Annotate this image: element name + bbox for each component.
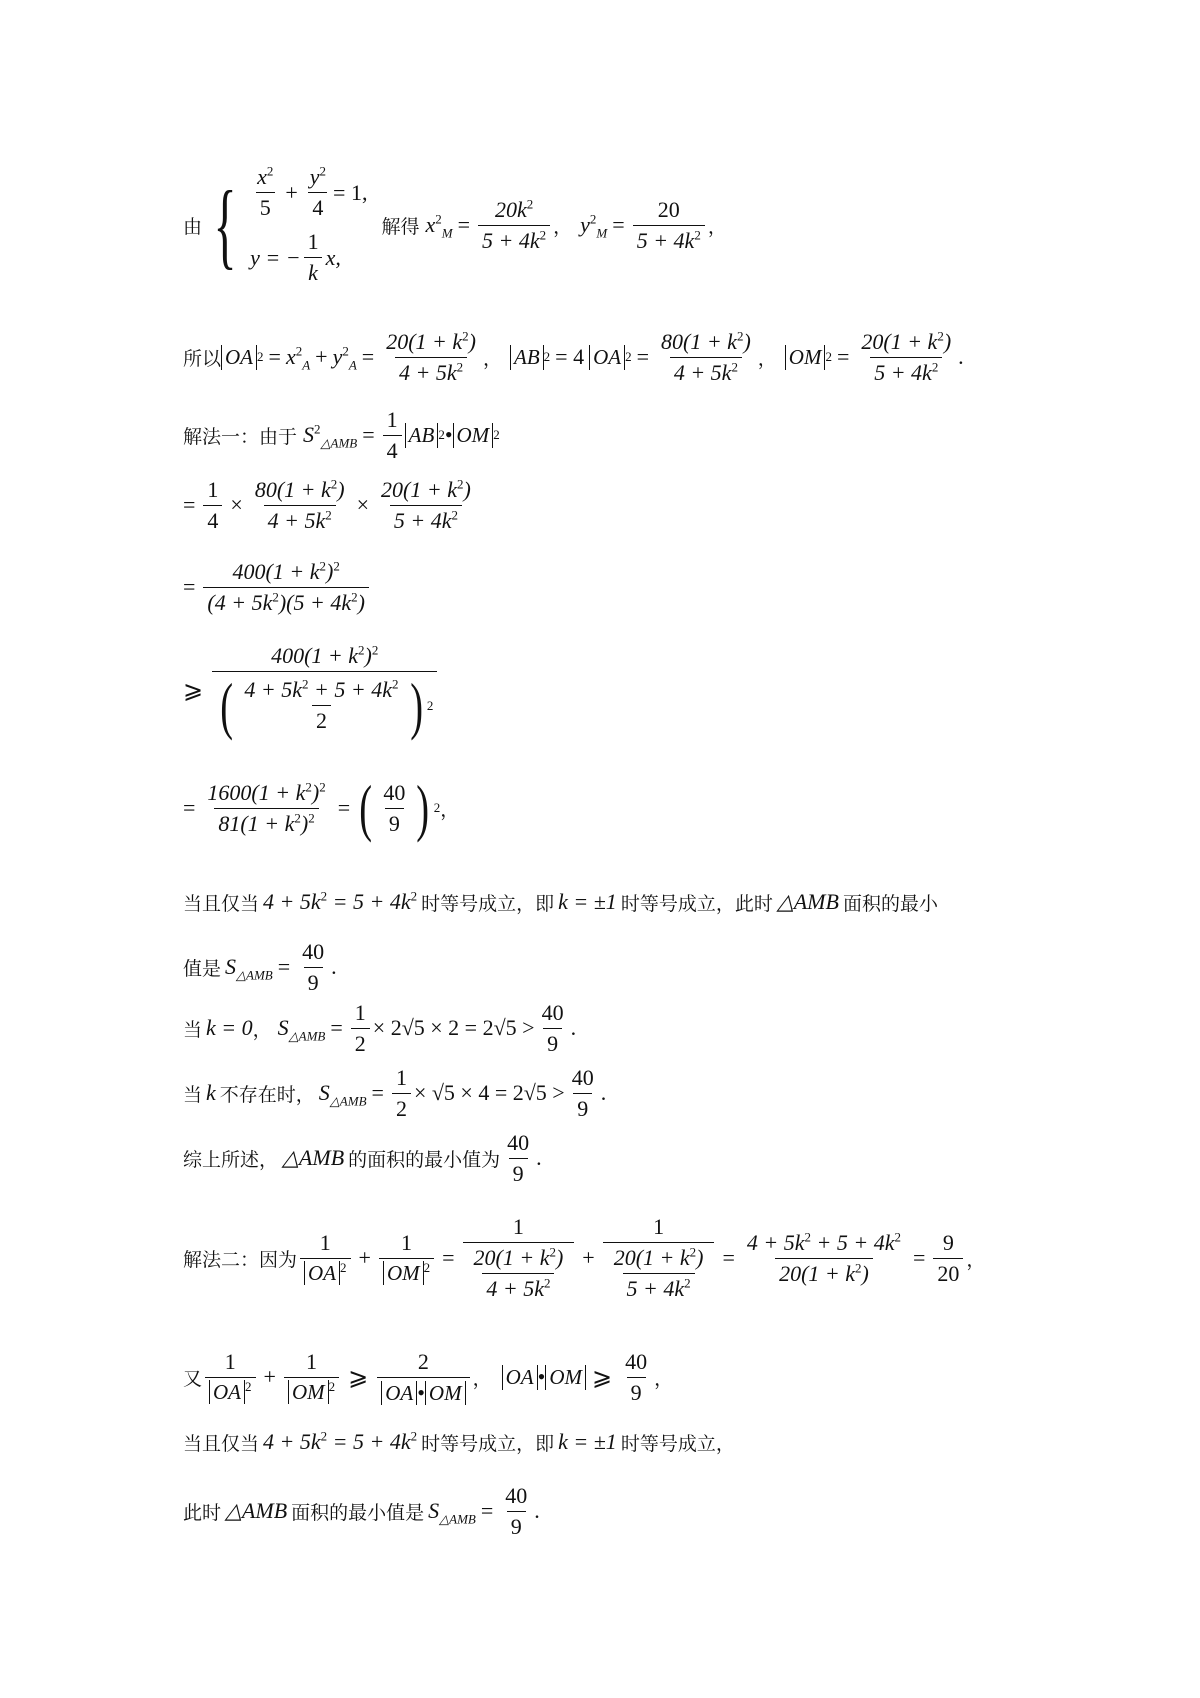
equation-system-line: 由 { $\frac{x^2}{5}$ + $\frac{y^2}{4}$ = 1, y = − $\frac{1}{k}$ x, 解得 $x^2_M$ = $\frac{20k^2}{5 + 4k^2}$ ， $y^2_M$ = $\frac{20}{5 + 4k^2}$ ， xyxy=(183,163,727,285)
distances-line: 所以 OA 2 = $x^2_A$ + $y^2_A$ = $\frac{20(1 + k^2)}{4 + 5k^2}$ ， AB 2 = 4 OA 2 = $\frac{80(1 + k^2)}{4 + 5k^2}$ ， OM 2 = $\frac{20(1 + k^2)}{5 + 4k^2}$ . xyxy=(183,328,964,385)
jiede-text: 解得 xyxy=(381,215,420,238)
final-result-line: 此时 △AMB 面积的最小值是 $S_{\triangle AMB}$ = $\frac{40}{9}$ . xyxy=(183,1482,540,1539)
step-simplify-line: = $\frac{400(1 + k^2)^2}{(4 + 5k^2)(5 + 4k^2)}$ xyxy=(183,542,372,632)
you-text: 由 xyxy=(183,215,203,238)
step-inequality-line: ⩾ $400(1 + k^2)^2$ ( $\frac{4 + 5k^2 + 5 + 4k^2}{2}$ ) 2 xyxy=(183,625,440,755)
method-two-line: 解法二：因为 $\frac{1}{OA ^2}$ + $\frac{1}{OM ^2}$ = $\frac{1}{\frac{20(1 + k^2)}{4 + 5k^2}}$ + $\frac{1}{\frac{20(1 + k^2)}{5 + 4k^2}}$ = $\frac{4 + 5k^2 + 5 + 4k^2}{20(1 + k^2)}$ = $\frac{9}{20}$ ， xyxy=(183,1214,986,1301)
equality-condition-line: 当且仅当 $4 + 5k^2 = 5 + 4k^2$ 时等号成立，即 k = ±1 时等号成立，此时 △AMB 面积的最小 xyxy=(183,888,938,915)
minimum-value-line: 值是 $S_{\triangle AMB}$ = $\frac{40}{9}$ . xyxy=(183,938,337,995)
k-zero-line: 当 k = 0 ， $S_{\triangle AMB}$ = $\frac{1}{2}$ × 2√5 × 2 = 2√5 > $\frac{40}{9}$ . xyxy=(183,999,577,1056)
step-product-line: = $\frac{1}{4}$ × $\frac{80(1 + k^2)}{4 + 5k^2}$ × $\frac{20(1 + k^2)}{5 + 4k^2}$ xyxy=(183,476,471,533)
am-gm-line: 又 $\frac{1}{OA ^2}$ + $\frac{1}{OM ^2}$ ⩾ $\frac{2}{OA • OM}$ ， OA • OM ⩾ $\frac{40}{9}$ ， xyxy=(183,1348,674,1405)
step-result-line: = $\frac{1600(1 + k^2)^2}{81(1 + k^2)^2}$ = ( $\frac{40}{9}$ ) 2 ， xyxy=(183,772,460,843)
method-one-line: 解法一：由于 $S^2_{\triangle AMB}$ = $\frac{1}{4}$ AB 2 • OM 2 xyxy=(183,406,500,463)
summary-line: 综上所述， △AMB 的面积的最小值为 $\frac{40}{9}$ . xyxy=(183,1129,542,1186)
equality-condition-line-2: 当且仅当 $4 + 5k^2 = 5 + 4k^2$ 时等号成立，即 k = ±1 时等号成立， xyxy=(183,1428,735,1455)
equation-system: $\frac{x^2}{5}$ + $\frac{y^2}{4}$ = 1, y = − $\frac{1}{k}$ x, xyxy=(250,163,368,285)
left-brace: { xyxy=(213,171,237,278)
k-undefined-line: 当 k 不存在时， $S_{\triangle AMB}$ = $\frac{1}{2}$ × √5 × 4 = 2√5 > $\frac{40}{9}$ . xyxy=(183,1064,607,1121)
